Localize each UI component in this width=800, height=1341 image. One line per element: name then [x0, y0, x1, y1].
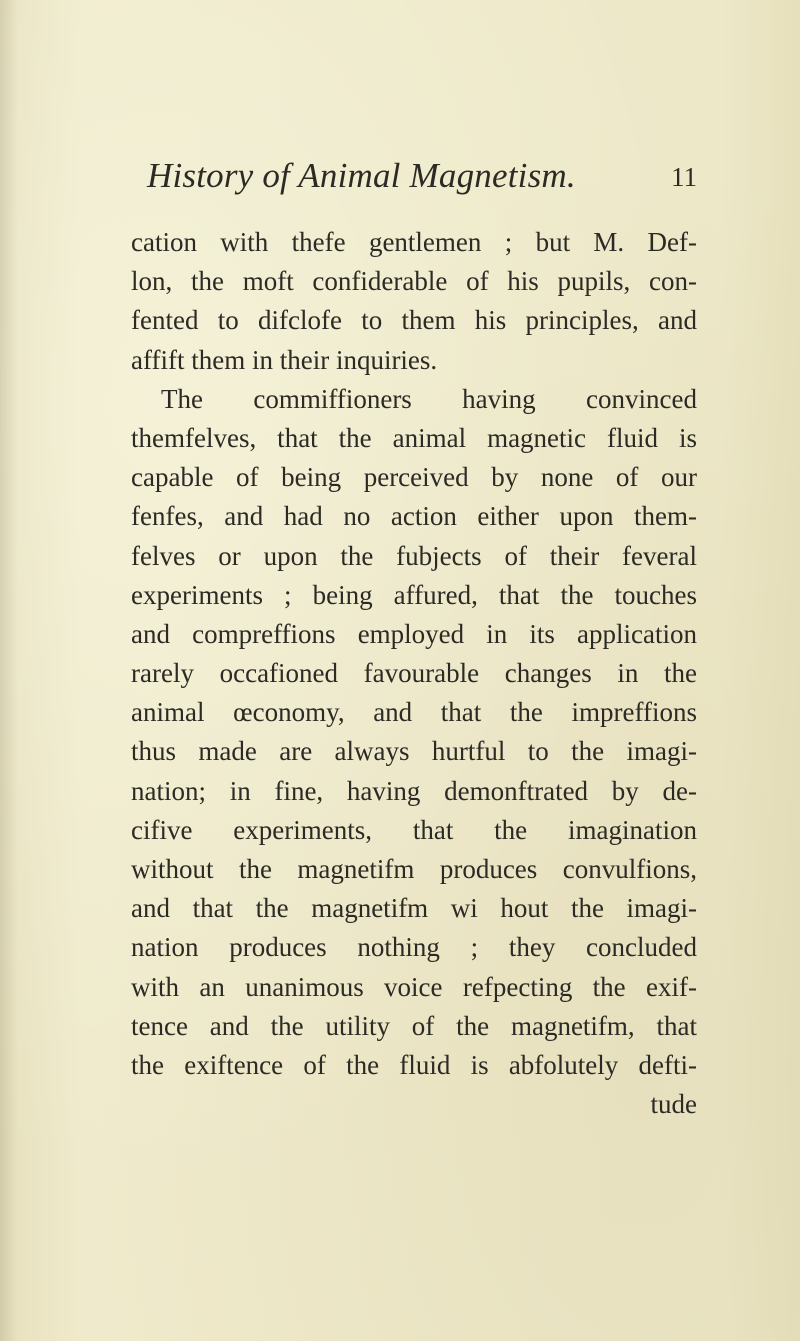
text-line: rarely occafioned favourable changes in the: [131, 658, 697, 689]
text-line: lon, the moft confiderable of his pupils, con-: [131, 266, 697, 297]
text-line: nation; in fine, having demonftrated by de-: [131, 775, 697, 806]
body-text: [131, 223, 697, 1124]
text-line: with an unanimous voice refpecting the exif-: [131, 971, 697, 1002]
text-line: nation produces nothing ; they concluded: [131, 932, 697, 963]
text-line: themfelves, that the animal magnetic fluid is: [131, 422, 697, 453]
running-head: [147, 150, 697, 202]
text-line: felves or upon the fubjects of their feveral: [131, 540, 697, 571]
text-line: thus made are always hurtful to the imagi-: [131, 736, 697, 767]
text-line: affift them in their inquiries.: [131, 344, 438, 375]
paragraph-first-line: The commiffioners having convinced: [161, 383, 697, 414]
text-line: animal œconomy, and that the impreffions: [131, 697, 697, 728]
text-line: without the magnetifm produces convulfions,: [131, 854, 697, 884]
running-title: History of Animal Magnetism.: [147, 156, 576, 195]
page-number: 11: [671, 162, 697, 192]
text-line: fenfes, and had no action either upon them-: [131, 501, 697, 532]
text-line: cation with thefe gentlemen ; but M. Def-: [131, 227, 697, 257]
text-line: cifive experiments, that the imagination: [131, 814, 697, 845]
text-line: fented to difclofe to them his principles, and: [131, 305, 697, 336]
text-line: experiments ; being affured, that the touches: [131, 579, 697, 610]
text-line: capable of being perceived by none of our: [131, 462, 697, 493]
text-line: and that the magnetifm wi hout the imagi-: [131, 893, 697, 924]
page-gutter-shadow: [0, 0, 18, 1341]
text-line: tence and the utility of the magnetifm, that: [131, 1010, 697, 1041]
catchword: tude: [650, 1089, 697, 1120]
text-line: and compreffions employed in its application: [131, 618, 697, 649]
text-line: the exiftence of the fluid is abfolutely defti-: [131, 1049, 697, 1080]
